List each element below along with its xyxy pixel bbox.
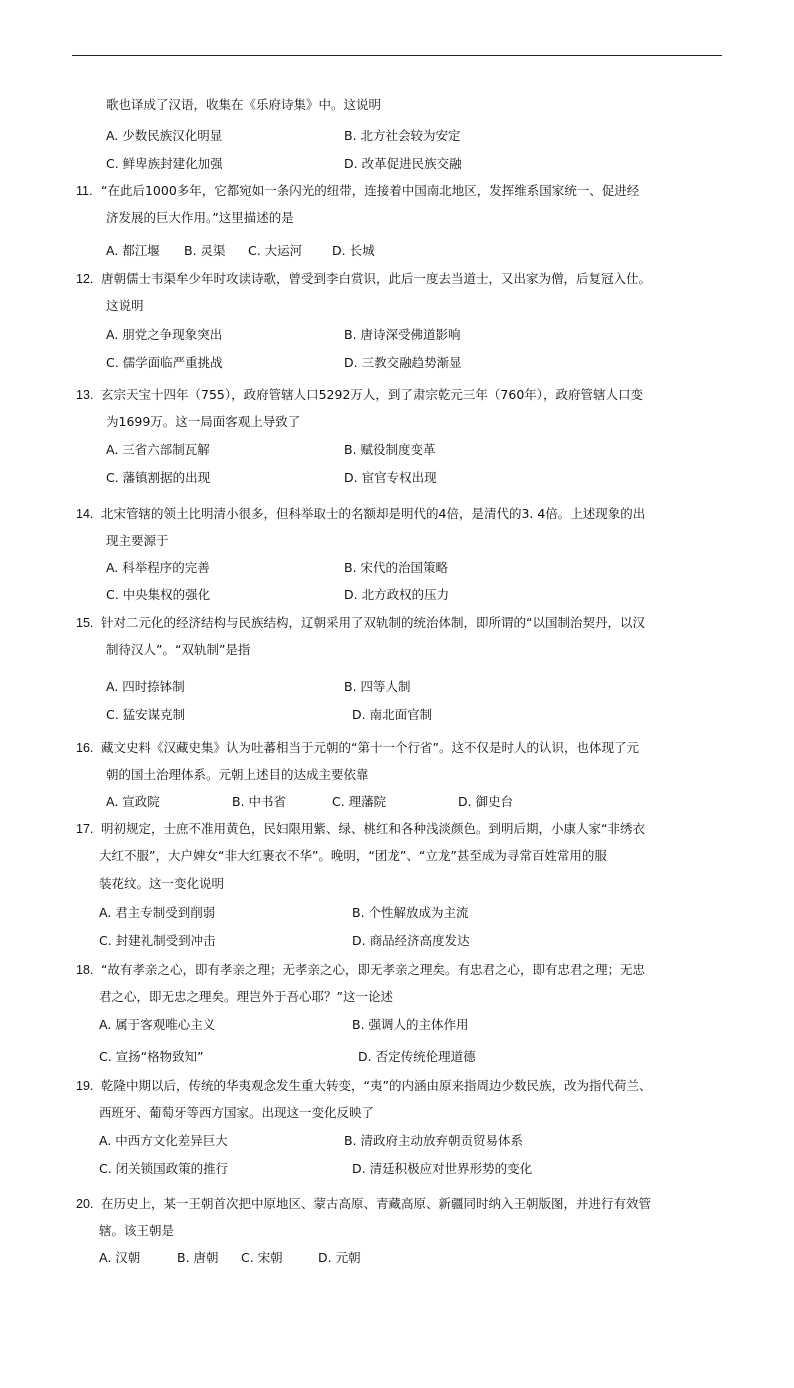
q18-option-a[interactable]: A. 属于客观唯心主义 bbox=[99, 1017, 216, 1032]
q16-option-d[interactable]: D. 御史台 bbox=[458, 794, 514, 809]
q12-option-c[interactable]: C. 儒学面临严重挑战 bbox=[106, 355, 223, 370]
q15-stem-line2: 制待汉人”。“双轨制”是指 bbox=[106, 642, 251, 657]
q13-stem-line1: 玄宗天宝十四年（755），政府管辖人口5292万人，到了肃宗乾元三年（760年），政府管辖人口变 bbox=[101, 387, 644, 402]
q19-option-c[interactable]: C. 闭关锁国政策的推行 bbox=[99, 1161, 229, 1176]
q20-stem-line2: 辖。该王朝是 bbox=[99, 1223, 175, 1238]
q16-stem-line2: 朝的国土治理体系。元朝上述目的达成主要依靠 bbox=[106, 767, 369, 782]
q14-option-b[interactable]: B. 宋代的治国策略 bbox=[344, 560, 449, 575]
q13-option-a[interactable]: A. 三省六部制瓦解 bbox=[106, 442, 210, 457]
prev-question-stem: 歌也译成了汉语，收集在《乐府诗集》中。这说明 bbox=[106, 97, 382, 112]
q14-option-d[interactable]: D. 北方政权的压力 bbox=[344, 587, 450, 602]
q12-option-a[interactable]: A. 朋党之争现象突出 bbox=[106, 327, 223, 342]
q15-number: 15. bbox=[76, 616, 94, 630]
q13-stem-line2: 为1699万。这一局面客观上导致了 bbox=[106, 414, 301, 429]
q13-option-d[interactable]: D. 宦官专权出现 bbox=[344, 470, 437, 485]
q11-option-d[interactable]: D. 长城 bbox=[332, 243, 375, 258]
q11-stem-line2: 济发展的巨大作用。”这里描述的是 bbox=[106, 210, 294, 225]
q18-option-c[interactable]: C. 宣扬“格物致知” bbox=[99, 1049, 204, 1064]
q13-option-b[interactable]: B. 赋役制度变革 bbox=[344, 442, 436, 457]
q16-option-c[interactable]: C. 理藩院 bbox=[332, 794, 387, 809]
q16-option-a[interactable]: A. 宣政院 bbox=[106, 794, 160, 809]
q17-option-a[interactable]: A. 君主专制受到削弱 bbox=[99, 905, 216, 920]
q15-option-c[interactable]: C. 猛安谋克制 bbox=[106, 707, 186, 722]
q19-number: 19. bbox=[76, 1079, 94, 1093]
q19-option-b[interactable]: B. 清政府主动放弃朝贡贸易体系 bbox=[344, 1133, 524, 1148]
q11-option-c[interactable]: C. 大运河 bbox=[248, 243, 303, 258]
q20-stem-line1: 在历史上，某一王朝首次把中原地区、蒙古高原、青藏高原、新疆同时纳入王朝版图，并进行有效管 bbox=[101, 1196, 652, 1211]
prev-option-d[interactable]: D. 改革促进民族交融 bbox=[344, 156, 462, 171]
q12-option-b[interactable]: B. 唐诗深受佛道影响 bbox=[344, 327, 461, 342]
q20-option-c[interactable]: C. 宋朝 bbox=[241, 1250, 283, 1265]
q15-stem-line1: 针对二元化的经济结构与民族结构，辽朝采用了双轨制的统治体制，即所谓的“以国制治契丹，以汉 bbox=[101, 615, 645, 630]
q11-number: 11. bbox=[76, 184, 93, 198]
q17-stem-line1: 明初规定，士庶不准用黄色，民妇限用紫、绿、桃红和各种浅淡颜色。到明后期，小康人家“非绣衣 bbox=[101, 821, 645, 836]
prev-option-c[interactable]: C. 鲜卑族封建化加强 bbox=[106, 156, 223, 171]
q13-number: 13. bbox=[76, 388, 94, 402]
q11-option-b[interactable]: B. 灵渠 bbox=[184, 243, 226, 258]
q12-stem-line1: 唐朝儒士韦渠牟少年时攻读诗歌，曾受到李白赏识，此后一度去当道士，又出家为僧，后复冠入仕。 bbox=[101, 271, 652, 286]
q20-option-d[interactable]: D. 元朝 bbox=[318, 1250, 361, 1265]
q17-number: 17. bbox=[76, 822, 94, 836]
q17-option-b[interactable]: B. 个性解放成为主流 bbox=[352, 905, 469, 920]
q15-option-b[interactable]: B. 四等人制 bbox=[344, 679, 411, 694]
prev-option-a[interactable]: A. 少数民族汉化明显 bbox=[106, 128, 223, 143]
q19-option-d[interactable]: D. 清廷积极应对世界形势的变化 bbox=[352, 1161, 533, 1176]
q19-stem-line2: 西班牙、葡萄牙等西方国家。出现这一变化反映了 bbox=[99, 1105, 375, 1120]
q14-stem-line1: 北宋管辖的领土比明清小很多，但科举取士的名额却是明代的4倍，是清代的3. 4倍。上述现象的出 bbox=[101, 506, 646, 521]
q20-option-a[interactable]: A. 汉朝 bbox=[99, 1250, 141, 1265]
q12-stem-line2: 这说明 bbox=[106, 298, 144, 313]
q18-stem-line2: 君之心，即无忠之理矣。理岂外于吾心耶？”这一论述 bbox=[99, 989, 393, 1004]
q18-option-b[interactable]: B. 强调人的主体作用 bbox=[352, 1017, 469, 1032]
prev-option-b[interactable]: B. 北方社会较为安定 bbox=[344, 128, 461, 143]
q17-stem-line2: 大红不服”，大户婢女“非大红裹衣不华”。晚明，“团龙”、“立龙”甚至成为寻常百姓常用的服 bbox=[99, 848, 607, 863]
q14-option-a[interactable]: A. 科举程序的完善 bbox=[106, 560, 210, 575]
q12-option-d[interactable]: D. 三教交融趋势渐显 bbox=[344, 355, 462, 370]
q17-option-d[interactable]: D. 商品经济高度发达 bbox=[352, 933, 470, 948]
q11-option-a[interactable]: A. 都江堰 bbox=[106, 243, 160, 258]
q14-option-c[interactable]: C. 中央集权的强化 bbox=[106, 587, 211, 602]
q16-stem-line1: 藏文史料《汉藏史集》认为吐蕃相当于元朝的“第十一个行省”。这不仅是时人的认识，也体现了元 bbox=[101, 740, 639, 755]
q19-option-a[interactable]: A. 中西方文化差异巨大 bbox=[99, 1133, 228, 1148]
q17-option-c[interactable]: C. 封建礼制受到冲击 bbox=[99, 933, 216, 948]
q11-stem-line1: “在此后1000多年，它都宛如一条闪光的纽带，连接着中国南北地区，发挥维系国家统一、促进经 bbox=[101, 183, 640, 198]
q18-number: 18. bbox=[76, 963, 94, 977]
q18-stem-line1: “故有孝亲之心，即有孝亲之理；无孝亲之心，即无孝亲之理矣。有忠君之心，即有忠君之理；无忠 bbox=[101, 962, 645, 977]
q16-option-b[interactable]: B. 中书省 bbox=[232, 794, 287, 809]
q14-number: 14. bbox=[76, 507, 94, 521]
q15-option-a[interactable]: A. 四时捺钵制 bbox=[106, 679, 185, 694]
header-rule bbox=[72, 55, 722, 56]
q18-option-d[interactable]: D. 否定传统伦理道德 bbox=[358, 1049, 476, 1064]
q16-number: 16. bbox=[76, 741, 94, 755]
q13-option-c[interactable]: C. 藩镇割据的出现 bbox=[106, 470, 211, 485]
q17-stem-line3: 装花纹。这一变化说明 bbox=[99, 876, 225, 891]
q14-stem-line2: 现主要源于 bbox=[106, 533, 169, 548]
q19-stem-line1: 乾隆中期以后，传统的华夷观念发生重大转变，“夷”的内涵由原来指周边少数民族，改为指代荷兰、 bbox=[101, 1078, 652, 1093]
q12-number: 12. bbox=[76, 272, 94, 286]
q15-option-d[interactable]: D. 南北面官制 bbox=[352, 707, 433, 722]
q20-number: 20. bbox=[76, 1197, 94, 1211]
q20-option-b[interactable]: B. 唐朝 bbox=[177, 1250, 219, 1265]
